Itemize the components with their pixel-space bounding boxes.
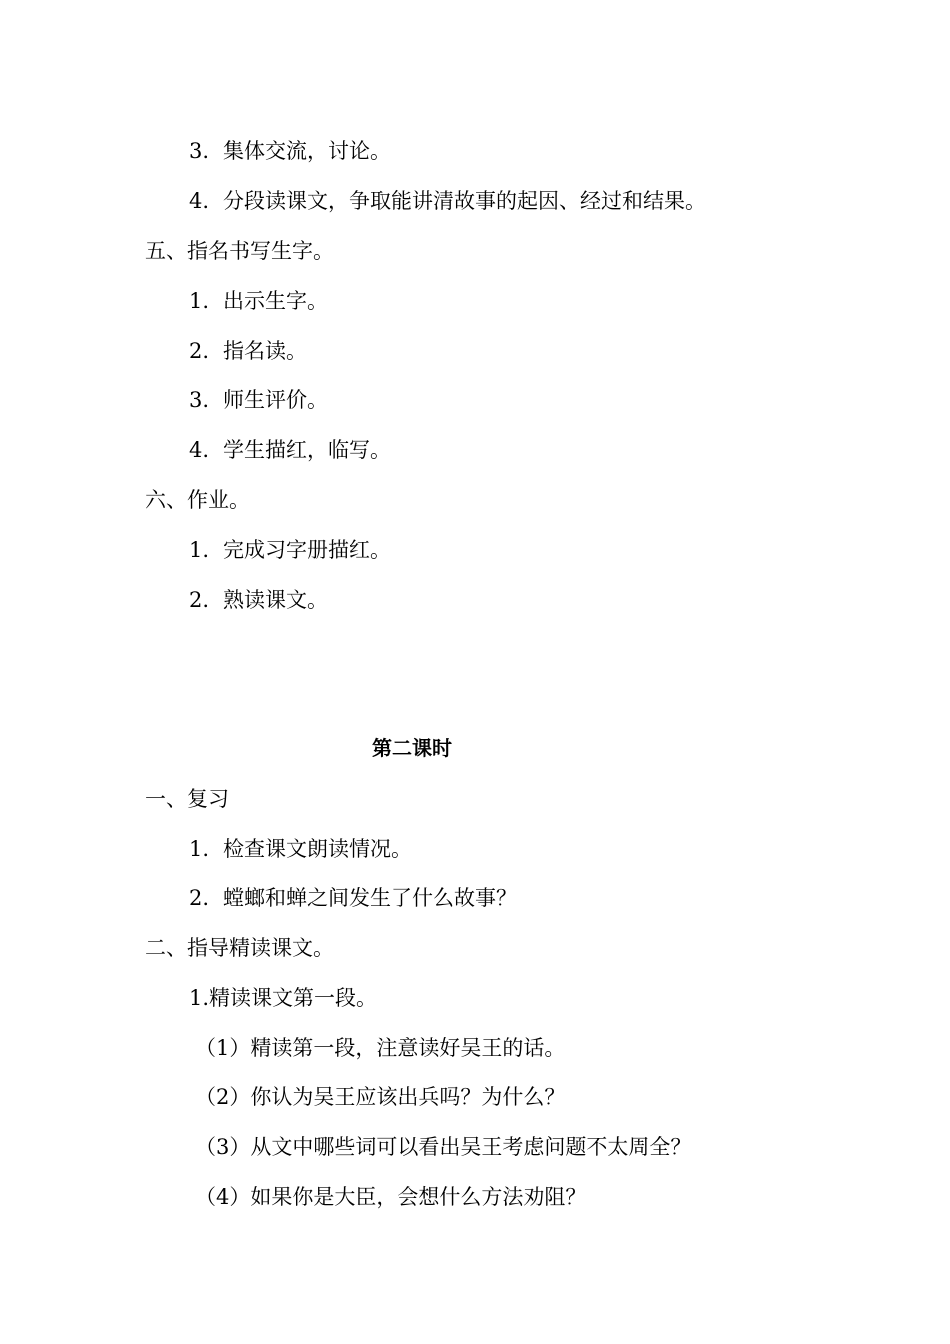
item-number: 4. bbox=[189, 189, 210, 213]
item-text: 分段读课文，争取能讲清故事的起因、经过和结果。 bbox=[223, 189, 706, 213]
section-heading: 一、复习 bbox=[145, 787, 229, 811]
item-number: 2. bbox=[189, 588, 210, 612]
item-text: 螳螂和蝉之间发生了什么故事？ bbox=[223, 886, 517, 910]
sub-item: （4）如果你是大臣，会想什么方法劝阻？ bbox=[195, 1185, 587, 1209]
item-text: 集体交流，讨论。 bbox=[223, 139, 391, 163]
list-item bbox=[189, 835, 412, 863]
item-number: 1. bbox=[189, 289, 210, 313]
section-heading: 二、指导精读课文。 bbox=[145, 936, 334, 960]
item-text: 学生描红，临写。 bbox=[223, 438, 391, 462]
section-heading: 六、作业。 bbox=[145, 488, 250, 512]
list-item bbox=[189, 586, 328, 614]
item-number: 3. bbox=[189, 139, 210, 163]
item-text: 检查课文朗读情况。 bbox=[223, 837, 412, 861]
item-text: 熟读课文。 bbox=[223, 588, 328, 612]
item-text: 完成习字册描红。 bbox=[223, 538, 391, 562]
list-item bbox=[189, 137, 391, 165]
item-text: 出示生字。 bbox=[223, 289, 328, 313]
item-number: 2. bbox=[189, 339, 210, 363]
list-item bbox=[189, 884, 517, 912]
item-text: 师生评价。 bbox=[223, 388, 328, 412]
list-item bbox=[189, 436, 391, 464]
list-item bbox=[189, 337, 307, 365]
sub-item: （3）从文中哪些词可以看出吴王考虑问题不太周全？ bbox=[195, 1135, 692, 1159]
lesson-title: 第二课时 bbox=[372, 736, 452, 760]
section-heading: 五、指名书写生字。 bbox=[145, 239, 334, 263]
list-item bbox=[189, 536, 391, 564]
sub-item: （1）精读第一段，注意读好吴王的话。 bbox=[195, 1036, 566, 1060]
item-text: 指名读。 bbox=[223, 339, 307, 363]
item-number: 1. bbox=[189, 538, 210, 562]
item-number: 1. bbox=[189, 837, 210, 861]
sub-item: （2）你认为吴王应该出兵吗？为什么？ bbox=[195, 1085, 566, 1109]
list-item: 1.精读课文第一段。 bbox=[189, 986, 378, 1010]
item-number: 3. bbox=[189, 388, 210, 412]
list-item bbox=[189, 287, 328, 315]
list-item bbox=[189, 386, 328, 414]
list-item bbox=[189, 187, 706, 215]
item-number: 2. bbox=[189, 886, 210, 910]
item-number: 4. bbox=[189, 438, 210, 462]
